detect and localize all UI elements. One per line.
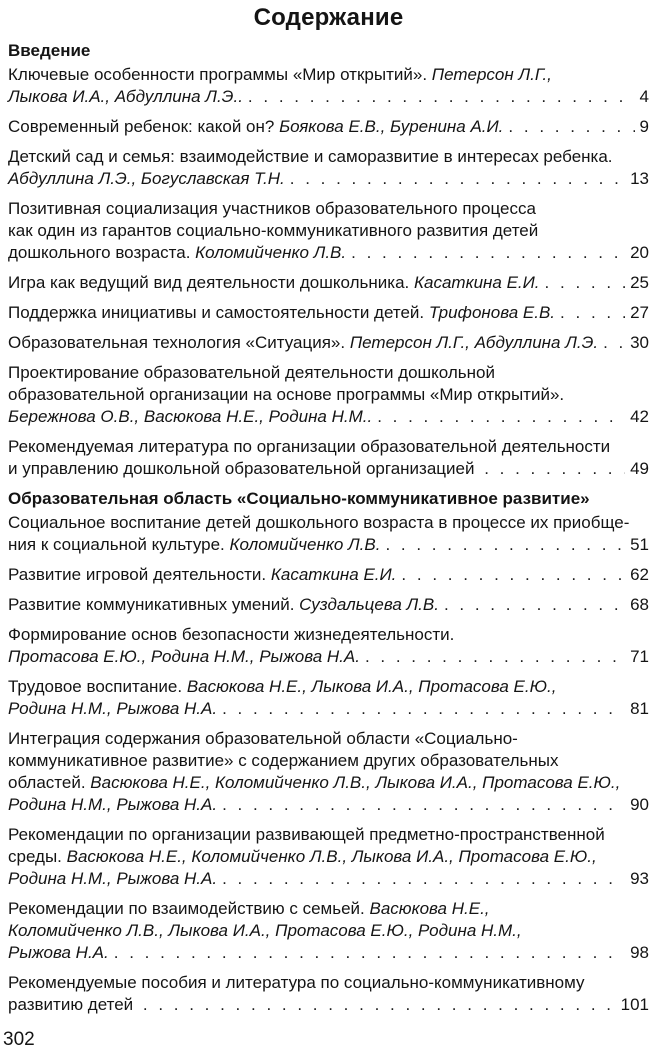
- entry-line: [8, 676, 649, 698]
- toc-entry: [8, 332, 649, 354]
- entry-line: [8, 362, 649, 384]
- entry-line: [8, 898, 649, 920]
- entry-title-text: Формирование основ безопасности жизнедеятельности.: [8, 625, 455, 644]
- entry-last-line: [8, 242, 649, 264]
- entry-authors: Лыкова И.А., Абдуллина Л.Э..: [8, 87, 243, 106]
- dot-leader: [290, 168, 625, 190]
- entry-line: [8, 750, 649, 772]
- entry-authors: Родина Н.М., Рыжова Н.А.: [8, 795, 218, 814]
- toc-entry: [8, 564, 649, 586]
- page-ref: 98: [630, 943, 649, 962]
- entry-title-text: среды.: [8, 847, 67, 866]
- page-ref: 20: [630, 243, 649, 262]
- entry-title-text: Детский сад и семья: взаимодействие и саморазвитие в интересах ребенка.: [8, 147, 613, 166]
- entry-last-line: [8, 594, 649, 616]
- toc-entry: [8, 64, 649, 108]
- toc-entry: [8, 824, 649, 890]
- entry-line: [8, 512, 649, 534]
- entry-authors: Родина Н.М., Рыжова Н.А.: [8, 869, 218, 888]
- page-ref: 71: [630, 647, 649, 666]
- entry-title-text: Позитивная социализация участников образовательного процесса: [8, 199, 536, 218]
- entry-title-text: Рекомендации по организации развивающей предметно-пространственной: [8, 825, 605, 844]
- page-title: Содержание: [253, 4, 404, 31]
- entry-last-line: [8, 646, 649, 668]
- entry-line: [8, 824, 649, 846]
- toc-entry: [8, 198, 649, 264]
- entry-last-line: [8, 116, 649, 138]
- dot-leader: [365, 646, 625, 668]
- entry-line: [8, 846, 649, 868]
- section-heading: Введение: [8, 41, 91, 60]
- entry-title-text: коммуникативное развитие» с содержанием других образовательных: [8, 751, 559, 770]
- entry-title-text: Рекомендуемая литература по организации образовательной деятельности: [8, 437, 611, 456]
- entry-title-text: Проектирование образовательной деятельности дошкольной: [8, 363, 495, 382]
- entry-title-text: образовательной организации на основе программы «Мир открытий».: [8, 385, 565, 404]
- dot-leader: [222, 868, 625, 890]
- dot-leader: [114, 942, 625, 964]
- entry-line: [8, 64, 649, 86]
- dot-leader: [222, 698, 625, 720]
- entry-last-line: [8, 86, 649, 108]
- dot-leader: [444, 594, 625, 616]
- entry-title-text: дошкольного возраста.: [8, 243, 196, 262]
- entry-last-line: [8, 942, 649, 964]
- dot-leader: [385, 534, 625, 556]
- toc-entry: [8, 624, 649, 668]
- entry-title-text: Рекомендации по взаимодействию с семьей.: [8, 899, 370, 918]
- entry-authors: Васюкова Н.Е., Коломийченко Л.В., Лыкова И.А., Протасова Е.Ю.,: [66, 847, 597, 866]
- toc-entry: [8, 972, 649, 1016]
- entry-line: [8, 384, 649, 406]
- toc-entry: [8, 302, 649, 324]
- page-ref: 68: [630, 595, 649, 614]
- entry-last-line: [8, 698, 649, 720]
- toc-entry: [8, 146, 649, 190]
- entry-last-line: [8, 332, 649, 354]
- entry-last-line: [8, 168, 649, 190]
- entry-authors: Коломийченко Л.В.: [229, 535, 381, 554]
- page-ref: 62: [630, 565, 649, 584]
- toc-body: [8, 40, 649, 1016]
- dot-leader: [222, 794, 625, 816]
- toc-entry: [8, 436, 649, 480]
- entry-last-line: [8, 564, 649, 586]
- entry-last-line: [8, 534, 649, 556]
- entry-line: [8, 436, 649, 458]
- dot-leader: [603, 332, 625, 354]
- page-ref: 27: [630, 303, 649, 322]
- entry-authors: Рыжова Н.А.: [8, 943, 109, 962]
- entry-authors: Абдуллина Л.Э., Богуславская Т.Н.: [8, 169, 285, 188]
- entry-authors: Суздальцева Л.В.: [299, 595, 439, 614]
- dot-leader: [508, 116, 634, 138]
- entry-last-line: [8, 994, 649, 1016]
- entry-line: [8, 220, 649, 242]
- entry-authors: Васюкова Н.Е., Коломийченко Л.В., Лыкова И.А., Протасова Е.Ю.,: [90, 773, 621, 792]
- dot-leader: [545, 272, 626, 294]
- toc-entry: [8, 272, 649, 294]
- entry-line: [8, 198, 649, 220]
- entry-title-text: Интеграция содержания образовательной области «Социально-: [8, 729, 518, 748]
- folio-page-number: 302: [3, 1029, 35, 1050]
- page-ref: 49: [630, 459, 649, 478]
- entry-title-text: Образовательная технология «Ситуация».: [8, 333, 350, 352]
- entry-authors: Коломийченко Л.В.: [195, 243, 347, 262]
- entry-title-text: Развитие игровой деятельности.: [8, 565, 271, 584]
- entry-last-line: [8, 458, 649, 480]
- dot-leader: [401, 564, 625, 586]
- toc-entry: [8, 728, 649, 816]
- entry-authors: Васюкова Н.Е., Лыкова И.А., Протасова Е.Ю.,: [186, 677, 557, 696]
- entry-line: [8, 772, 649, 794]
- entry-title-text: ния к социальной культуре.: [8, 535, 230, 554]
- entry-last-line: [8, 868, 649, 890]
- entry-title-text: Ключевые особенности программы «Мир открытий».: [8, 65, 432, 84]
- entry-authors: Родина Н.М., Рыжова Н.А.: [8, 699, 218, 718]
- entry-line: [8, 624, 649, 646]
- dot-leader: [484, 458, 625, 480]
- entry-title-text: Социальное воспитание детей дошкольного возраста в процессе их приобще-: [8, 513, 630, 532]
- section-heading: Образовательная область «Социально-коммуникативное развитие»: [8, 489, 590, 508]
- entry-authors: Касаткина Е.И.: [413, 273, 540, 292]
- entry-title-text: Игра как ведущий вид деятельности дошкольника.: [8, 273, 414, 292]
- entry-line: [8, 920, 649, 942]
- entry-line: [8, 728, 649, 750]
- entry-title-text: Поддержка инициативы и самостоятельности детей.: [8, 303, 429, 322]
- dot-leader: [377, 406, 625, 428]
- page-ref: 9: [639, 117, 649, 136]
- toc-entry: [8, 116, 649, 138]
- toc-entry: [8, 594, 649, 616]
- dot-leader: [351, 242, 625, 264]
- page-ref: 101: [620, 995, 649, 1014]
- entry-title-text: Современный ребенок: какой он?: [8, 117, 280, 136]
- entry-line: [8, 146, 649, 168]
- dot-leader: [143, 994, 616, 1016]
- entry-last-line: [8, 794, 649, 816]
- entry-title-text: Трудовое воспитание.: [8, 677, 187, 696]
- toc-entry: [8, 512, 649, 556]
- entry-title-text: как один из гарантов социально-коммуникативного развития детей: [8, 221, 539, 240]
- page-ref: 51: [630, 535, 649, 554]
- entry-authors: Протасова Е.Ю., Родина Н.М., Рыжова Н.А.: [8, 647, 360, 666]
- entry-title-text: развитию детей: [8, 995, 138, 1014]
- page-ref: 30: [630, 333, 649, 352]
- entry-title-text: Развитие коммуникативных умений.: [8, 595, 300, 614]
- entry-last-line: [8, 302, 649, 324]
- entry-authors: Бережнова О.В., Васюкова Н.Е., Родина Н.М..: [8, 407, 373, 426]
- entry-authors: Васюкова Н.Е.,: [369, 899, 490, 918]
- entry-title-text: и управлению дошкольной образовательной организацией: [8, 459, 480, 478]
- entry-last-line: [8, 272, 649, 294]
- dot-leader: [248, 86, 635, 108]
- page-ref: 13: [630, 169, 649, 188]
- page-ref: 4: [639, 87, 649, 106]
- entry-authors: Трифонова Е.В.: [428, 303, 556, 322]
- entry-authors: Петерсон Л.Г., Абдуллина Л.Э.: [349, 333, 599, 352]
- toc-entry: [8, 362, 649, 428]
- entry-authors: Касаткина Е.И.: [270, 565, 397, 584]
- toc-entry: [8, 898, 649, 964]
- page-ref: 90: [630, 795, 649, 814]
- page-ref: 81: [630, 699, 649, 718]
- entry-last-line: [8, 406, 649, 428]
- page-ref: 25: [630, 273, 649, 292]
- dot-leader: [560, 302, 625, 324]
- entry-authors: Боякова Е.В., Буренина А.И.: [279, 117, 504, 136]
- toc-entry: [8, 676, 649, 720]
- entry-title-text: Рекомендуемые пособия и литература по социально-коммуникативному: [8, 973, 585, 992]
- entry-authors: Коломийченко Л.В., Лыкова И.А., Протасова Е.Ю., Родина Н.М.,: [8, 921, 522, 940]
- page-ref: 93: [630, 869, 649, 888]
- entry-line: [8, 972, 649, 994]
- entry-authors: Петерсон Л.Г.,: [431, 65, 552, 84]
- page-ref: 42: [630, 407, 649, 426]
- entry-title-text: областей.: [8, 773, 91, 792]
